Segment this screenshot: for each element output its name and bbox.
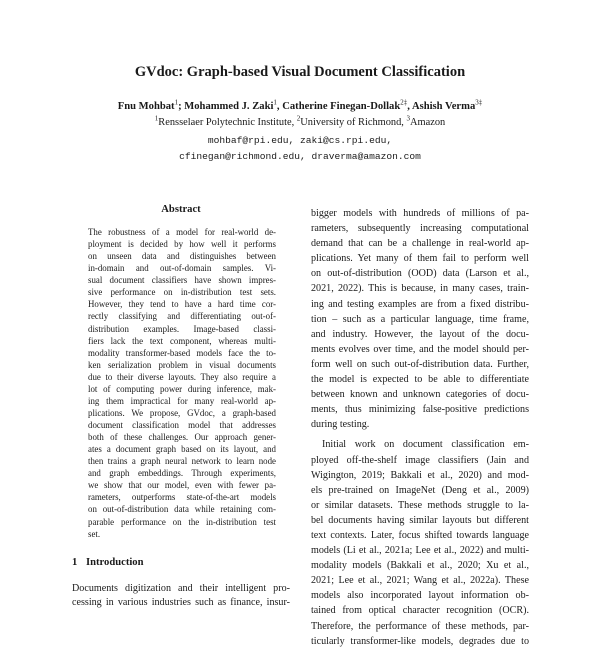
right-column (311, 206, 529, 649)
text-line: between known and unknown categories of docu- (311, 389, 529, 401)
text-line: then trains a graph neural network to learn node (88, 456, 276, 467)
text-line: Initial work on document classification em- (322, 439, 529, 451)
email-line: mohbaf@rpi.edu, zaki@cs.rpi.edu, (207, 135, 393, 146)
abstract-body (88, 226, 276, 540)
paragraph (311, 206, 529, 432)
text-line: plications. Yet many of them fail to perform well (311, 253, 529, 265)
author-affiliation-mark: 3‡ (475, 98, 483, 107)
text-line: Wigington, 2019; Bakkali et al., 2020) and mod- (311, 469, 529, 481)
author-name: Catherine Finegan-Dollak (282, 101, 401, 112)
text-line: demand that can be a challenge in real-world ap- (311, 238, 529, 250)
text-line: els pre-trained on ImageNet (Deng et al., 2009) (311, 484, 529, 496)
paragraph (311, 437, 529, 648)
text-line: tained from optical character recognition (OCR). (311, 605, 529, 617)
text-line: cessing in various industries such as finance, insur- (72, 597, 290, 609)
text-line: ployment is decided by how well it performs (88, 239, 276, 250)
text-line: on unseen data and distinguishes between (88, 251, 276, 262)
text-line: rectly classifying and differentiating out-of- (88, 311, 276, 322)
text-line: modality models (Bakkali et al., 2020; Xu et al., (311, 560, 529, 572)
paper-title: GVdoc: Graph-based Visual Document Classification (134, 64, 466, 80)
text-line: However, they tend to have a hard time cor- (88, 299, 276, 310)
text-line: sual document classifiers have shown impres- (88, 275, 276, 286)
author-separator: , (407, 101, 412, 112)
text-line: on out-of-distribution data while retaining com- (88, 504, 276, 515)
text-line: 2021, 2022). This is because, in many cases, train- (311, 283, 529, 295)
email-line: cfinegan@richmond.edu, draverma@amazon.com (179, 151, 421, 162)
text-line: tion – such as a particular language, time frame, (311, 313, 529, 325)
affiliation-name: University of Richmond, (300, 117, 407, 128)
affiliation-mark: 1 (154, 114, 159, 123)
author-name: Ashish Verma (411, 101, 476, 112)
author-name: Mohammed J. Zaki (184, 101, 274, 112)
author-affiliation-mark: 1 (174, 98, 179, 107)
text-line: ken serialization problem in visual documents (88, 359, 276, 370)
text-line: fiers lack the text component, whereas multi- (88, 335, 276, 346)
abstract-heading: Abstract (161, 204, 201, 215)
affiliation-mark: 2 (296, 114, 301, 123)
introduction-body (72, 582, 290, 610)
text-line: lot of computing power during inference, mak- (88, 383, 276, 394)
text-line: during testing. (311, 419, 370, 431)
text-line: ing them impractical for many real-world ap- (88, 395, 276, 406)
text-line: we show that our model, even with fewer pa- (88, 480, 276, 491)
text-line: ployed off-the-shelf image classifiers (Jain and (311, 454, 529, 466)
text-line: parable performance on the in-distribution test (88, 516, 276, 527)
text-line: sive performance on in-distribution test sets. (88, 287, 276, 298)
text-line: models also incorporated layout information ob- (311, 590, 529, 602)
text-line: ticularly transformer-like models, degrades due to (311, 635, 529, 647)
text-line: form well on such out-of-distribution data. Further, (311, 358, 529, 370)
text-line: bel documents having similar layouts but different (311, 514, 529, 526)
affiliation-name: Rensselaer Polytechnic Institute, (158, 117, 297, 128)
text-line: both of these challenges. Our approach gener- (88, 432, 276, 443)
text-line: modality transformer-based models face the to- (88, 347, 276, 358)
section-title: Introduction (86, 557, 144, 568)
text-line: and industry. However, the layout of the docu- (311, 328, 529, 340)
text-line: 2021; Lee et al., 2021; Wang et al., 2022a). These (311, 575, 529, 587)
section-number: 1 (72, 557, 78, 568)
text-line: models (Li et al., 2021a; Lee et al., 2022) and multi- (311, 545, 529, 557)
text-line: in-domain and out-of-domain samples. Vi- (88, 263, 276, 274)
text-line: ates a document graph based on its layout, and (88, 444, 276, 455)
text-line: due to their diverse layouts. They also require a (88, 371, 276, 382)
affiliation-name: Amazon (410, 117, 446, 128)
author-separator: , (276, 101, 283, 112)
text-line: ments, thus minimizing false-positive predictions (311, 404, 529, 416)
affiliation-list (0, 116, 600, 129)
text-line: rameters, outperforms state-of-the-art models (88, 492, 276, 503)
text-line: on out-of-distribution (OOD) data (Larson et al., (311, 268, 529, 280)
text-line: bigger models with hundreds of millions of pa- (311, 208, 529, 219)
text-line: The robustness of a model for real-world de- (88, 227, 276, 237)
text-line: and graph embeddings. Through experiments, (88, 468, 276, 479)
text-line: Documents digitization and their intelligent pro- (72, 583, 290, 594)
text-line: document classification model that addresses (88, 420, 276, 430)
section-heading-introduction (72, 557, 144, 568)
text-line: ments evolves over time, and the model should per- (311, 343, 529, 355)
text-line: distribution examples. Image-based classi- (88, 323, 276, 334)
text-line: text contexts. Later, focus shifted towards language (311, 529, 529, 541)
affiliation-mark: 3 (406, 114, 411, 123)
text-line: plications. We propose, GVdoc, a graph-based (88, 407, 276, 418)
text-line: set. (88, 528, 101, 539)
author-name: Fnu Mohbat (117, 101, 175, 112)
text-line: ing and testing examples are from a fixed distribu- (311, 298, 529, 310)
text-line: or similar datasets. These methods struggle to la- (311, 499, 529, 511)
text-line: the model is expected to be able to differentiate (311, 374, 529, 386)
email-block (0, 133, 600, 165)
text-line: rameters, subsequently increasing computational (311, 223, 529, 235)
author-separator: ; (178, 101, 185, 112)
text-line: Therefore, the performance of these methods, par- (311, 620, 529, 632)
author-affiliation-mark: 2‡ (400, 98, 408, 107)
author-affiliation-mark: 1 (273, 98, 277, 107)
author-list (0, 100, 600, 114)
